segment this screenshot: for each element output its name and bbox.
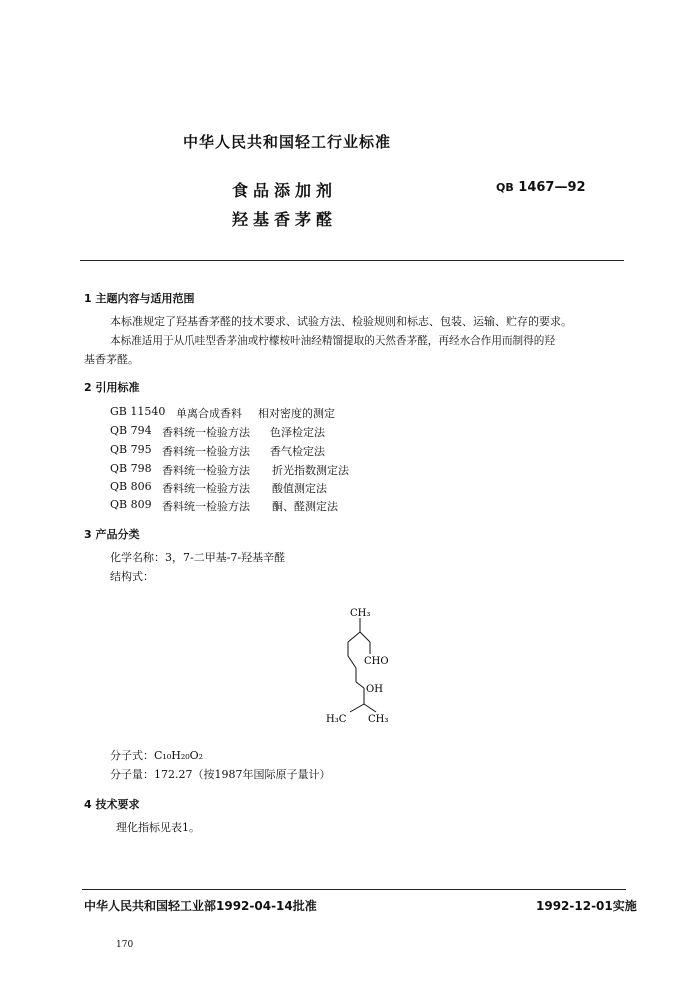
standard-code xyxy=(496,180,586,195)
molecular-formula xyxy=(110,746,203,766)
ref-title: 香料统一检验方法 xyxy=(162,500,250,513)
section-1-para-2-line-2: 基香茅醛。 xyxy=(84,353,139,366)
ref-subtitle: 相对密度的测定 xyxy=(258,407,335,420)
footer-divider xyxy=(82,889,626,890)
bond xyxy=(350,704,364,712)
standard-code-number: 1467—92 xyxy=(518,180,586,195)
approval-statement: 中华人民共和国轻工业部1992-04-14批准 xyxy=(84,899,317,913)
ch3-right-label: CH₃ xyxy=(368,714,389,725)
ref-subtitle: 香气检定法 xyxy=(270,445,325,458)
section-1-para-2-line-1: 本标准适用于从爪哇型香茅油或柠檬桉叶油经精馏提取的天然香茅醛，再经水合作用而制得的羟 xyxy=(110,335,555,347)
title-line-1: 食品添加剂 xyxy=(232,181,338,200)
section-3-heading: 3 产品分类 xyxy=(84,528,140,541)
ref-title: 香料统一检验方法 xyxy=(162,426,250,439)
bond xyxy=(348,632,360,642)
ref-subtitle: 酸值测定法 xyxy=(272,482,327,495)
section-2-heading: 2 引用标准 xyxy=(84,381,140,394)
page-number: 170 xyxy=(116,940,134,950)
ch3-top-label: CH₃ xyxy=(350,608,371,619)
structural-formula xyxy=(300,598,430,728)
section-1-heading: 1 主题内容与适用范围 xyxy=(84,292,195,305)
ref-title: 香料统一检验方法 xyxy=(162,482,250,495)
ref-code: QB 806 xyxy=(110,480,152,493)
bond xyxy=(360,632,370,642)
oh-label: OH xyxy=(366,684,383,695)
ref-code: QB 809 xyxy=(110,498,152,511)
ref-subtitle: 色泽检定法 xyxy=(270,426,325,439)
ref-title: 单离合成香料 xyxy=(176,407,242,420)
bond xyxy=(364,704,376,712)
bond xyxy=(356,682,364,688)
ref-code: QB 798 xyxy=(110,462,152,475)
cho-label: CHO xyxy=(364,656,389,667)
ref-code: QB 794 xyxy=(110,424,152,437)
title-line-2: 羟基香茅醛 xyxy=(232,210,338,229)
ref-title: 香料统一检验方法 xyxy=(162,464,250,477)
molecular-mass: 分子量：172.27（按1987年国际原子量计） xyxy=(110,768,331,781)
ref-code: GB 11540 xyxy=(110,405,166,418)
standard-code-prefix: QB xyxy=(496,181,514,194)
effective-date: 1992-12-01实施 xyxy=(536,899,637,913)
ref-title: 香料统一检验方法 xyxy=(162,445,250,458)
issuing-organization: 中华人民共和国轻工行业标准 xyxy=(183,133,392,151)
bond xyxy=(348,656,356,668)
section-4-para: 理化指标见表1。 xyxy=(116,821,200,834)
section-1-para-1: 本标准规定了羟基香茅醛的技术要求、试验方法、检验规则和标志、包装、运输、贮存的要求。 xyxy=(110,315,572,328)
structure-label: 结构式： xyxy=(110,570,154,583)
molecular-formula-label: 分子式： xyxy=(110,749,154,762)
ref-subtitle: 酮、醛测定法 xyxy=(272,500,338,513)
section-4-heading: 4 技术要求 xyxy=(84,798,140,811)
h3c-label: H₃C xyxy=(326,714,347,725)
molecular-formula-value: C₁₀H₂₀O₂ xyxy=(154,749,204,762)
ref-code: QB 795 xyxy=(110,443,152,456)
header-divider xyxy=(80,260,624,261)
ref-subtitle: 折光指数测定法 xyxy=(272,464,349,477)
chemical-name: 化学名称：3，7-二甲基-7-羟基辛醛 xyxy=(110,551,286,564)
